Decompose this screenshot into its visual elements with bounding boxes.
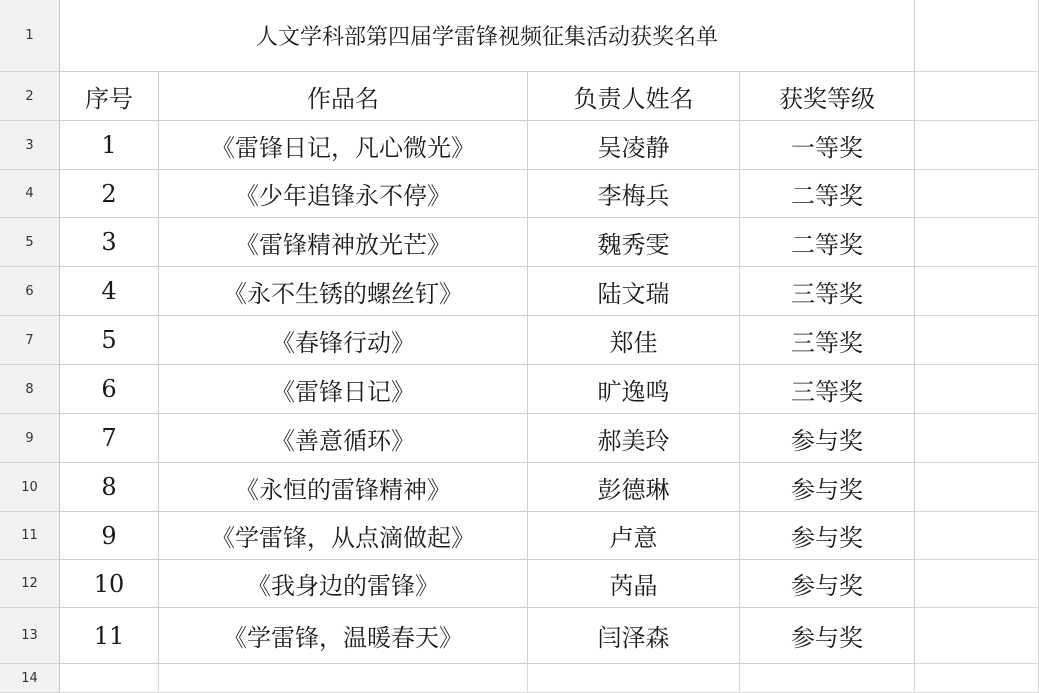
row-header-10[interactable]: 10 (0, 463, 60, 512)
empty-cell[interactable] (915, 316, 1039, 365)
award-level-cell[interactable]: 三等奖 (740, 267, 915, 316)
award-level-cell[interactable]: 参与奖 (740, 414, 915, 463)
empty-cell[interactable] (915, 365, 1039, 414)
work-title-cell[interactable]: 《我身边的雷锋》 (159, 560, 528, 608)
row-header-1[interactable]: 1 (0, 0, 60, 72)
header-index[interactable]: 序号 (60, 72, 159, 121)
work-title-cell[interactable]: 《雷锋精神放光芒》 (159, 218, 528, 267)
row-index-cell[interactable]: 1 (60, 121, 159, 170)
row-index-cell[interactable]: 7 (60, 414, 159, 463)
owner-name-cell[interactable]: 郝美玲 (528, 414, 740, 463)
row-header-11[interactable]: 11 (0, 512, 60, 560)
header-award-level[interactable]: 获奖等级 (740, 72, 915, 121)
row-index-cell[interactable]: 11 (60, 608, 159, 664)
empty-cell[interactable] (740, 664, 915, 693)
header-owner-name[interactable]: 负责人姓名 (528, 72, 740, 121)
empty-cell[interactable] (60, 664, 159, 693)
empty-cell[interactable] (915, 0, 1039, 72)
award-level-cell[interactable]: 二等奖 (740, 218, 915, 267)
work-title-cell[interactable]: 《雷锋日记，凡心微光》 (159, 121, 528, 170)
row-header-7[interactable]: 7 (0, 316, 60, 365)
row-index-cell[interactable]: 9 (60, 512, 159, 560)
award-level-cell[interactable]: 参与奖 (740, 463, 915, 512)
row-header-9[interactable]: 9 (0, 414, 60, 463)
award-level-cell[interactable]: 三等奖 (740, 365, 915, 414)
work-title-cell[interactable]: 《学雷锋，从点滴做起》 (159, 512, 528, 560)
header-work-title[interactable]: 作品名 (159, 72, 528, 121)
row-header-6[interactable]: 6 (0, 267, 60, 316)
row-header-5[interactable]: 5 (0, 218, 60, 267)
empty-cell[interactable] (915, 664, 1039, 693)
owner-name-cell[interactable]: 旷逸鸣 (528, 365, 740, 414)
row-index-cell[interactable]: 2 (60, 170, 159, 218)
work-title-cell[interactable]: 《春锋行动》 (159, 316, 528, 365)
award-level-cell[interactable]: 参与奖 (740, 560, 915, 608)
row-index-cell[interactable]: 4 (60, 267, 159, 316)
sheet-title-cell[interactable]: 人文学科部第四届学雷锋视频征集活动获奖名单 (60, 0, 915, 72)
owner-name-cell[interactable]: 吴凌静 (528, 121, 740, 170)
award-level-cell[interactable]: 三等奖 (740, 316, 915, 365)
empty-cell[interactable] (915, 608, 1039, 664)
row-header-3[interactable]: 3 (0, 121, 60, 170)
row-index-cell[interactable]: 3 (60, 218, 159, 267)
owner-name-cell[interactable]: 陆文瑞 (528, 267, 740, 316)
work-title-cell[interactable]: 《学雷锋，温暖春天》 (159, 608, 528, 664)
award-level-cell[interactable]: 一等奖 (740, 121, 915, 170)
award-level-cell[interactable]: 参与奖 (740, 512, 915, 560)
award-level-cell[interactable]: 二等奖 (740, 170, 915, 218)
empty-cell[interactable] (915, 463, 1039, 512)
empty-cell[interactable] (915, 121, 1039, 170)
row-index-cell[interactable]: 10 (60, 560, 159, 608)
empty-cell[interactable] (915, 414, 1039, 463)
award-level-cell[interactable]: 参与奖 (740, 608, 915, 664)
empty-cell[interactable] (159, 664, 528, 693)
row-index-cell[interactable]: 6 (60, 365, 159, 414)
row-header-8[interactable]: 8 (0, 365, 60, 414)
empty-cell[interactable] (915, 218, 1039, 267)
work-title-cell[interactable]: 《雷锋日记》 (159, 365, 528, 414)
row-index-cell[interactable]: 5 (60, 316, 159, 365)
work-title-cell[interactable]: 《少年追锋永不停》 (159, 170, 528, 218)
row-header-14[interactable]: 14 (0, 664, 60, 693)
owner-name-cell[interactable]: 芮晶 (528, 560, 740, 608)
owner-name-cell[interactable]: 魏秀雯 (528, 218, 740, 267)
empty-cell[interactable] (915, 170, 1039, 218)
empty-cell[interactable] (915, 72, 1039, 121)
work-title-cell[interactable]: 《永恒的雷锋精神》 (159, 463, 528, 512)
owner-name-cell[interactable]: 郑佳 (528, 316, 740, 365)
row-header-4[interactable]: 4 (0, 170, 60, 218)
row-header-12[interactable]: 12 (0, 560, 60, 608)
work-title-cell[interactable]: 《永不生锈的螺丝钉》 (159, 267, 528, 316)
owner-name-cell[interactable]: 卢意 (528, 512, 740, 560)
empty-cell[interactable] (528, 664, 740, 693)
row-header-13[interactable]: 13 (0, 608, 60, 664)
owner-name-cell[interactable]: 闫泽森 (528, 608, 740, 664)
row-header-2[interactable]: 2 (0, 72, 60, 121)
work-title-cell[interactable]: 《善意循环》 (159, 414, 528, 463)
empty-cell[interactable] (915, 267, 1039, 316)
owner-name-cell[interactable]: 彭德琳 (528, 463, 740, 512)
row-index-cell[interactable]: 8 (60, 463, 159, 512)
owner-name-cell[interactable]: 李梅兵 (528, 170, 740, 218)
empty-cell[interactable] (915, 560, 1039, 608)
empty-cell[interactable] (915, 512, 1039, 560)
